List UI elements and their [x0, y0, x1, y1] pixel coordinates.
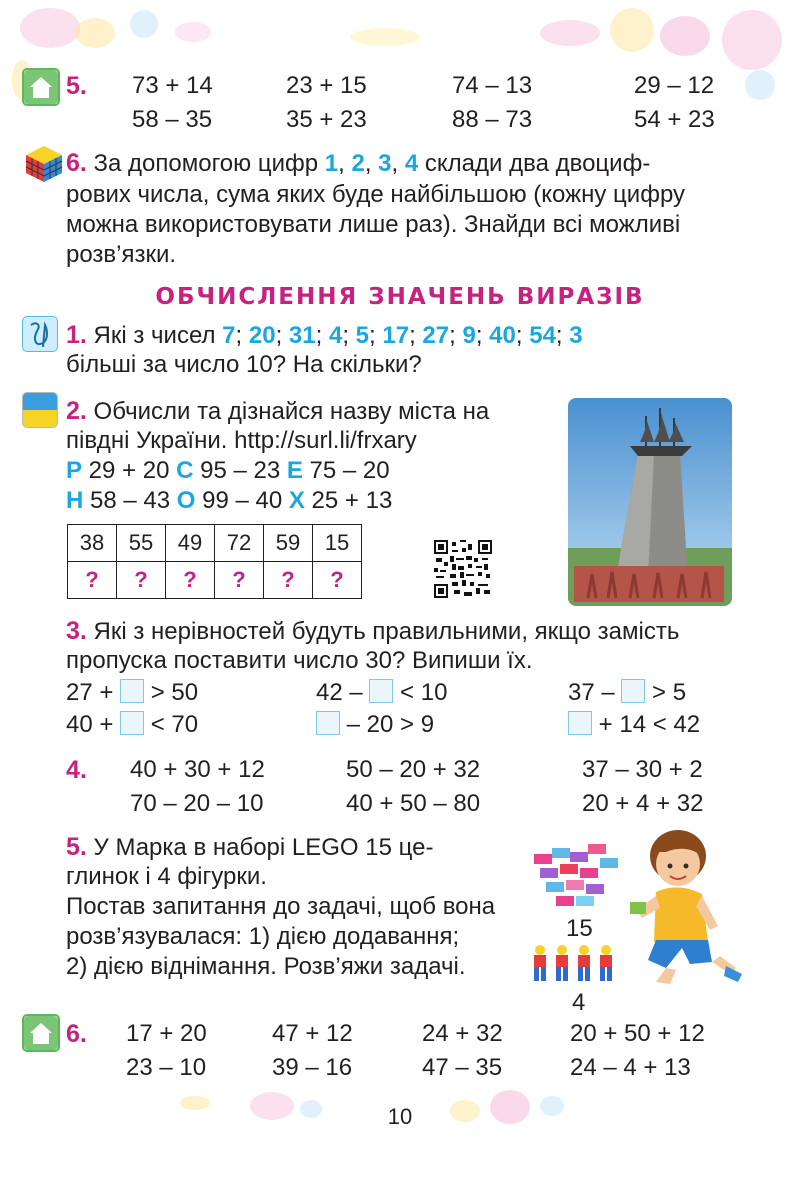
task-text: склади два двоциф-: [418, 150, 651, 177]
expression: 75 – 20: [302, 457, 390, 484]
task-text: Які з чисел: [86, 322, 223, 349]
inequality: 27 + > 50: [66, 679, 199, 706]
table-cell: 49: [166, 525, 215, 562]
number: 5: [355, 322, 370, 349]
qr-code-icon[interactable]: [434, 540, 492, 603]
table-cell: 72: [215, 525, 264, 562]
home-icon: [22, 68, 60, 106]
number: 31: [288, 322, 316, 349]
letter: Н: [66, 487, 84, 514]
number: 27: [422, 322, 450, 349]
blank-box[interactable]: [316, 711, 340, 735]
answer-cell[interactable]: ?: [117, 562, 166, 599]
expression: 40 + 50 – 80: [346, 790, 481, 817]
digit: 3: [378, 150, 392, 177]
expression: 74 – 13: [452, 72, 533, 99]
expression: 29 + 20: [82, 457, 177, 484]
task-text: Які з нерівностей будуть правильними, якщо замість: [86, 618, 680, 645]
blank-box[interactable]: [568, 711, 592, 735]
digit: 2: [351, 150, 365, 177]
expression: 54 + 23: [634, 106, 715, 133]
task-text: можна використовувати лише раз). Знайди всі можливі: [66, 211, 681, 238]
task-text: півдні України. http://surl.li/frxary: [66, 427, 417, 454]
digit: 1: [324, 150, 339, 177]
expression: 39 – 16: [272, 1054, 353, 1081]
expression: 73 + 14: [132, 72, 213, 99]
task-text: 2) дією віднімання. Розв’яжи задачі.: [66, 953, 466, 980]
inequality: 42 – < 10: [316, 679, 448, 706]
task-text: У Марка в наборі LEGO 15 це-: [86, 834, 434, 861]
answer-cell[interactable]: ?: [68, 562, 117, 599]
task-text: більші за число 10? На скільки?: [66, 351, 422, 378]
expression: 35 + 23: [286, 106, 367, 133]
table-cell: 38: [68, 525, 117, 562]
inequality: – 20 > 9: [316, 710, 434, 740]
task-number: 4.: [66, 756, 87, 784]
task-number: 3.: [66, 617, 87, 645]
blank-box[interactable]: [120, 711, 144, 735]
task-number: 2.: [66, 397, 87, 425]
task-text: Обчисли та дізнайся назву міста на: [86, 398, 490, 425]
letter: Р: [66, 457, 83, 484]
task-text: пропуска поставити число 30? Випиши їх.: [66, 647, 533, 674]
expression: 58 – 35: [132, 106, 213, 133]
lego-bricks-image: [530, 840, 622, 917]
expression: 24 + 32: [422, 1020, 503, 1047]
figures-count-label: 4: [572, 989, 586, 1016]
number: 17: [382, 322, 410, 349]
inequality: 37 – > 5: [568, 679, 687, 706]
expression: 50 – 20 + 32: [346, 756, 481, 783]
table-cell: 15: [313, 525, 362, 562]
answer-cell[interactable]: ?: [215, 562, 264, 599]
number: 40: [489, 322, 516, 349]
answer-cell[interactable]: ?: [313, 562, 362, 599]
bricks-count-label: 15: [566, 915, 593, 942]
expression: 24 – 4 + 13: [570, 1054, 691, 1081]
task-text: За допомогою цифр: [86, 150, 325, 177]
expression: 17 + 20: [126, 1020, 207, 1047]
page-number: 10: [387, 1104, 413, 1129]
answer-cell[interactable]: ?: [166, 562, 215, 599]
expression: 99 – 40: [195, 487, 289, 514]
expression: 95 – 23: [193, 457, 287, 484]
letter: Е: [286, 457, 303, 484]
expression: 70 – 20 – 10: [130, 790, 264, 817]
task-text: розв’язувалася: 1) дією додавання;: [66, 923, 460, 950]
ukraine-flag-icon: [22, 392, 58, 428]
monument-photo: [568, 398, 732, 606]
lego-figures-image: [530, 944, 622, 989]
number: 20: [248, 322, 276, 349]
blank-box[interactable]: [369, 679, 393, 703]
expression: 25 + 13: [304, 487, 393, 514]
number: 4: [328, 322, 343, 349]
expression: 20 + 4 + 32: [582, 790, 704, 817]
task-number: 5.: [66, 833, 87, 861]
task-number: 1.: [66, 321, 87, 349]
expression: 47 – 35: [422, 1054, 503, 1081]
number: 3: [569, 322, 583, 349]
expression: 40 + 30 + 12: [130, 756, 265, 783]
blank-box[interactable]: [621, 679, 645, 703]
handwriting-icon: [22, 316, 58, 352]
section-title: ОБЧИСЛЕННЯ ЗНАЧЕНЬ ВИРАЗІВ: [155, 284, 645, 310]
expression: 88 – 73: [452, 106, 533, 133]
task-number: 5.: [66, 72, 87, 100]
task-text: глинок і 4 фігурки.: [66, 863, 267, 890]
expression: 20 + 50 + 12: [570, 1020, 705, 1047]
task-text: Постав запитання до задачі, щоб вона: [66, 893, 496, 920]
number: 9: [462, 322, 476, 349]
digit: 4: [404, 150, 419, 177]
expression: 23 + 15: [286, 72, 367, 99]
expression: 23 – 10: [126, 1054, 207, 1081]
task-text: розв’язки.: [66, 241, 177, 268]
answer-table: [67, 524, 362, 599]
letter: Х: [288, 487, 305, 514]
expression: 29 – 12: [634, 72, 715, 99]
inequality: 40 + < 70: [66, 711, 199, 738]
answer-cell[interactable]: ?: [264, 562, 313, 599]
task-text: рових числа, сума яких буде найбільшою (кожну цифру: [66, 181, 686, 208]
table-cell: 55: [117, 525, 166, 562]
rubik-cube-icon: [24, 144, 64, 184]
number: 54: [529, 322, 556, 349]
task-number: 6.: [66, 149, 87, 177]
table-cell: 59: [264, 525, 313, 562]
boy-illustration: [626, 822, 746, 995]
expression: 37 – 30 + 2: [582, 756, 703, 783]
home-icon: [22, 1014, 60, 1052]
expression: 58 – 43: [83, 487, 177, 514]
number: 7: [222, 322, 236, 349]
expression: 47 + 12: [272, 1020, 353, 1047]
blank-box[interactable]: [120, 679, 144, 703]
inequality: + 14 < 42: [568, 710, 700, 740]
letter: О: [176, 487, 196, 514]
letter: С: [176, 457, 194, 484]
task-number: 6.: [66, 1020, 87, 1048]
